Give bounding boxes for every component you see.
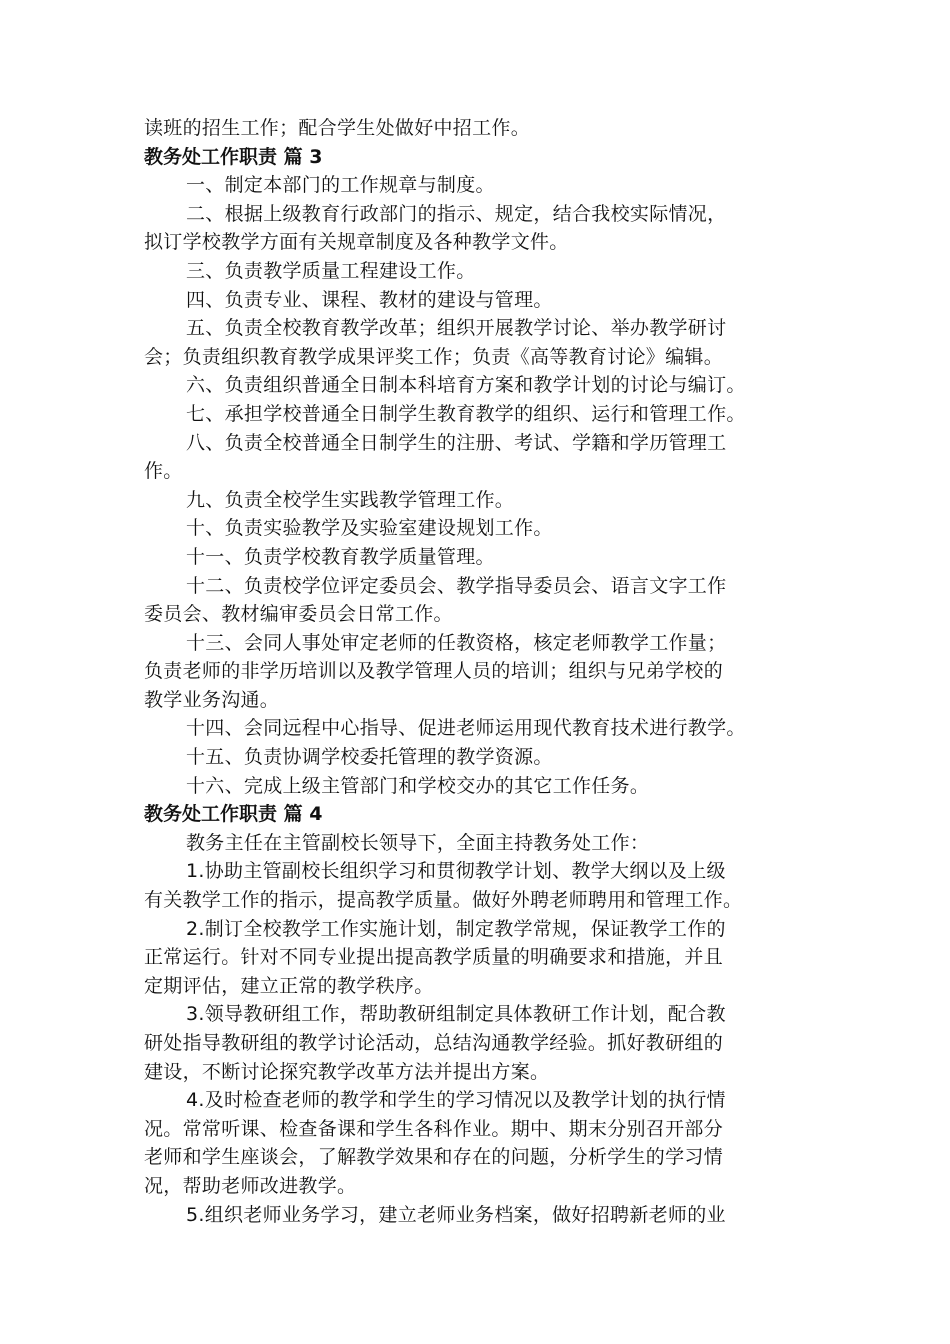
paragraph-line: 正常运行。针对不同专业提出提高教学质量的明确要求和措施，并且 bbox=[144, 946, 724, 969]
paragraph-line: 况，帮助老师改进教学。 bbox=[144, 1174, 357, 1197]
paragraph-line: 一、制定本部门的工作规章与制度。 bbox=[186, 174, 495, 197]
paragraph-line: 二、根据上级教育行政部门的指示、规定，结合我校实际情况， bbox=[186, 202, 727, 225]
paragraph-line: 十三、会同人事处审定老师的任教资格，核定老师教学工作量； bbox=[186, 631, 727, 654]
paragraph-line: 十一、负责学校教育教学质量管理。 bbox=[186, 545, 495, 568]
paragraph-line: 会；负责组织教育教学成果评奖工作；负责《高等教育讨论》编辑。 bbox=[144, 345, 724, 368]
paragraph-line: 负责老师的非学历培训以及教学管理人员的培训；组织与兄弟学校的 bbox=[144, 660, 724, 683]
paragraph-line: 十、负责实验教学及实验室建设规划工作。 bbox=[186, 517, 553, 540]
paragraph-line: 1.协助主管副校长组织学习和贯彻教学计划、教学大纲以及上级 bbox=[186, 860, 726, 883]
document-page bbox=[144, 114, 808, 1229]
paragraph-line: 读班的招生工作；配合学生处做好中招工作。 bbox=[144, 117, 531, 139]
paragraph-line: 教学业务沟通。 bbox=[144, 688, 280, 711]
paragraph-line: 研处指导教研组的教学讨论活动，总结沟通教学经验。抓好教研组的 bbox=[144, 1032, 724, 1054]
paragraph-line: 教务主任在主管副校长领导下，全面主持教务处工作： bbox=[186, 831, 650, 854]
paragraph-line: 委员会、教材编审委员会日常工作。 bbox=[144, 603, 453, 626]
paragraph-line: 5.组织老师业务学习，建立老师业务档案，做好招聘新老师的业 bbox=[186, 1203, 726, 1226]
paragraph-line: 况。常常听课、检查备课和学生各科作业。期中、期末分别召开部分 bbox=[144, 1117, 724, 1140]
paragraph-line: 三、负责教学质量工程建设工作。 bbox=[186, 259, 476, 282]
paragraph-line: 五、负责全校教育教学改革；组织开展教学讨论、举办教学研讨 bbox=[186, 317, 727, 340]
paragraph-line: 十四、会同远程中心指导、促进老师运用现代教育技术进行教学。 bbox=[186, 717, 746, 740]
paragraph-line: 有关教学工作的指示，提高教学质量。做好外聘老师聘用和管理工作。 bbox=[144, 889, 743, 912]
paragraph-line: 老师和学生座谈会，了解教学效果和存在的问题，分析学生的学习情 bbox=[144, 1146, 724, 1169]
paragraph-line: 六、负责组织普通全日制本科培育方案和教学计划的讨论与编订。 bbox=[186, 374, 746, 397]
section-heading-3: 教务处工作职责 篇 3 bbox=[144, 145, 323, 168]
paragraph-line: 十五、负责协调学校委托管理的教学资源。 bbox=[186, 746, 553, 769]
paragraph-line: 八、负责全校普通全日制学生的注册、考试、学籍和学历管理工 bbox=[186, 431, 727, 454]
paragraph-line: 2.制订全校教学工作实施计划，制定教学常规，保证教学工作的 bbox=[186, 917, 726, 940]
paragraph-line: 七、承担学校普通全日制学生教育教学的组织、运行和管理工作。 bbox=[186, 402, 746, 425]
paragraph-line: 3.领导教研组工作，帮助教研组制定具体教研工作计划，配合教 bbox=[186, 1003, 726, 1026]
paragraph-line: 四、负责专业、课程、教材的建设与管理。 bbox=[186, 288, 553, 311]
paragraph-line: 作。 bbox=[144, 460, 183, 483]
section-heading-4: 教务处工作职责 篇 4 bbox=[144, 803, 323, 826]
paragraph-line: 建设，不断讨论探究教学改革方法并提出方案。 bbox=[144, 1060, 550, 1083]
paragraph-line: 九、负责全校学生实践教学管理工作。 bbox=[186, 488, 515, 511]
paragraph-line: 十二、负责校学位评定委员会、教学指导委员会、语言文字工作 bbox=[186, 574, 727, 597]
paragraph-line: 定期评估，建立正常的教学秩序。 bbox=[144, 974, 434, 997]
paragraph-line: 拟订学校教学方面有关规章制度及各种教学文件。 bbox=[144, 231, 569, 254]
paragraph-line: 十六、完成上级主管部门和学校交办的其它工作任务。 bbox=[186, 774, 650, 797]
paragraph-line: 4.及时检查老师的教学和学生的学习情况以及教学计划的执行情 bbox=[186, 1089, 726, 1112]
